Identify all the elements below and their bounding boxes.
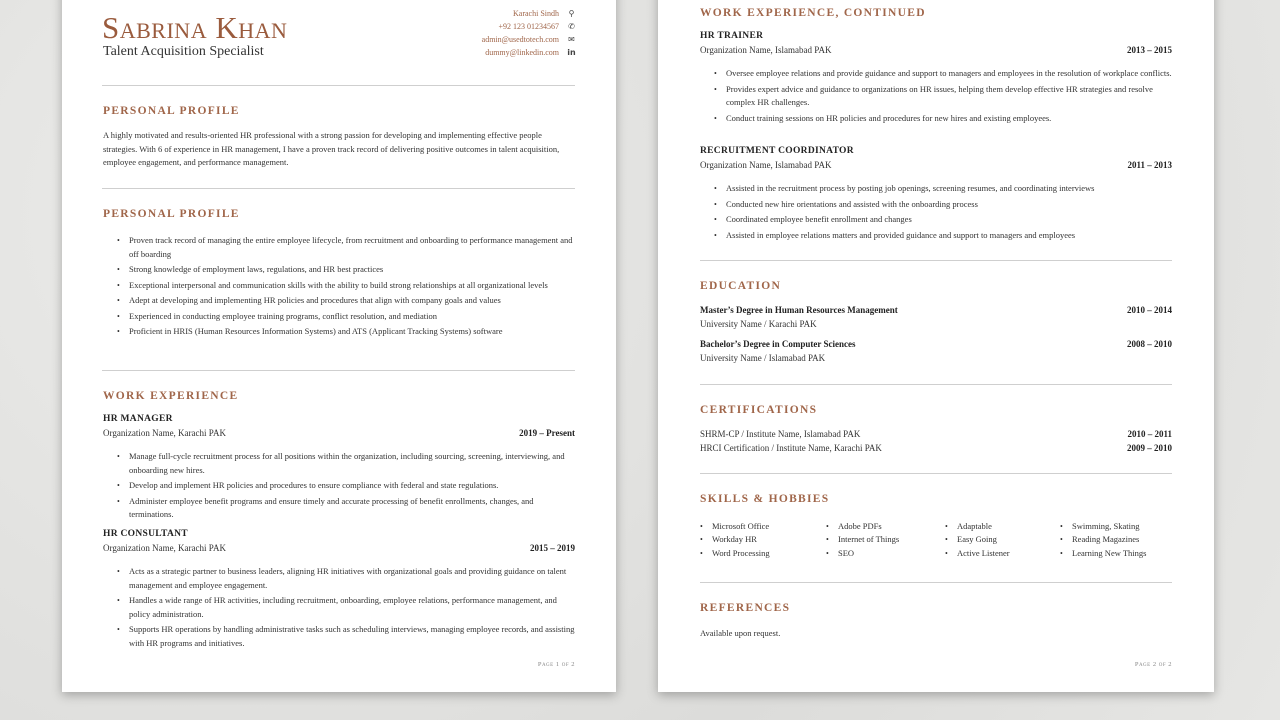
skill-item: • Learning New Things <box>1060 547 1176 560</box>
list-item: • Strong knowledge of employment laws, regulations, and HR best practices <box>103 263 578 277</box>
list-item: • Assisted in employee relations matters and provided guidance and support to managers and employees <box>700 229 1176 243</box>
list-item: • Conduct training sessions on HR policies and procedures for new hires and existing employees. <box>700 112 1176 126</box>
list-item: • Manage full-cycle recruitment process for all positions within the organization, including sourcing, screening, interviewing, and onboarding new hires. <box>103 450 578 477</box>
resume-page-1 <box>62 0 616 692</box>
skills-column <box>945 520 1060 560</box>
certification-dates: 2010 – 2011 <box>1127 429 1172 439</box>
job-title <box>700 146 854 156</box>
references-text: Available upon request. <box>700 628 781 638</box>
job-organization: Organization Name, Islamabad PAK <box>700 160 832 170</box>
job-organization: Organization Name, Karachi PAK <box>103 543 226 553</box>
job-title-text: RECRUITMENT COORDINATOR <box>700 146 854 156</box>
list-item: • Conducted new hire orientations and assisted with the onboarding process <box>700 198 1176 212</box>
skill-item: • Adobe PDFs <box>826 520 945 533</box>
applicant-name: Sabrina Khan <box>102 10 288 45</box>
skills-column <box>1060 520 1176 560</box>
contact-email-text[interactable]: admin@usedtotech.com <box>481 35 559 44</box>
degree-school: University Name / Islamabad PAK <box>700 353 826 363</box>
job-title <box>103 529 188 539</box>
skill-item: • Active Listener <box>945 547 1060 560</box>
location-pin-icon: ⚲ <box>568 9 575 18</box>
list-item: • Administer employee benefit programs and ensure timely and accurate processing of benefit enrollments, changes, and terminations. <box>103 495 578 522</box>
list-item: • Coordinated employee benefit enrollment and changes <box>700 213 1176 227</box>
degree-title: Bachelor’s Degree in Computer Sciences <box>700 339 856 349</box>
skill-item: • Adaptable <box>945 520 1060 533</box>
profile-text: A highly motivated and results-oriented HR professional with a strong passion for developing and implementing effective people strategies. With 6 of experience in HR management, I have a proven track record of delivering positive outcomes in talent acquisition, employee engagement, and performance management. <box>103 130 560 167</box>
degree-title: Master’s Degree in Human Resources Management <box>700 305 898 315</box>
job-title-text: HR MANAGER <box>103 414 173 424</box>
contact-linkedin[interactable] <box>482 46 576 59</box>
contact-location <box>482 7 576 20</box>
envelope-icon: ✉ <box>568 35 575 44</box>
job-dates: 2019 – Present <box>519 428 575 438</box>
list-item: • Adept at developing and implementing HR policies and procedures that align with company goals and values <box>103 294 578 308</box>
section-heading-education: EDUCATION <box>700 280 782 292</box>
job-organization: Organization Name, Karachi PAK <box>103 428 226 438</box>
phone-icon: ✆ <box>568 22 575 31</box>
job-title <box>103 414 173 424</box>
job-dates: 2011 – 2013 <box>1127 160 1172 170</box>
skill-item: • Swimming, Skating <box>1060 520 1176 533</box>
list-item: • Develop and implement HR policies and procedures to ensure compliance with federal and state regulations. <box>103 479 578 493</box>
job-dates: 2013 – 2015 <box>1127 45 1172 55</box>
job-bullets <box>700 182 1176 244</box>
divider <box>102 188 575 189</box>
job-bullets <box>103 450 578 524</box>
divider <box>700 384 1172 385</box>
job-bullets <box>103 565 578 652</box>
job-title <box>700 31 763 41</box>
list-item: • Acts as a strategic partner to business leaders, aligning HR initiatives with organizational goals and providing guidance on talent management and employee engagement. <box>103 565 578 592</box>
page-number: Page 2 of 2 <box>1134 661 1172 668</box>
job-title-text: HR TRAINER <box>700 31 764 41</box>
degree-dates: 2008 – 2010 <box>1127 339 1172 349</box>
skill-item: • Easy Going <box>945 533 1060 546</box>
job-bullets <box>700 67 1176 127</box>
section-heading-experience-continued: WORK EXPERIENCE, CONTINUED <box>700 7 926 19</box>
job-dates: 2015 – 2019 <box>530 543 575 553</box>
divider <box>102 85 575 86</box>
list-item: • Handles a wide range of HR activities, including recruitment, onboarding, employee relations, performance management, and policy administration. <box>103 594 578 621</box>
section-heading-summary: PERSONAL PROFILE <box>103 208 240 220</box>
divider <box>700 473 1172 474</box>
list-item: • Exceptional interpersonal and communication skills with the ability to build strong relationships at all organizational levels <box>103 279 578 293</box>
divider <box>700 582 1172 583</box>
contact-block <box>482 7 576 59</box>
skill-item: • Workday HR <box>700 533 826 546</box>
degree-school: University Name / Karachi PAK <box>700 319 817 329</box>
section-heading-experience: WORK EXPERIENCE <box>103 390 239 402</box>
contact-phone-text[interactable]: +92 123 01234567 <box>498 22 559 31</box>
skills-column <box>826 520 945 560</box>
contact-email[interactable] <box>482 33 576 46</box>
certification-name: SHRM-CP / Institute Name, Islamabad PAK <box>700 429 861 439</box>
list-item: • Proficient in HRIS (Human Resources Information Systems) and ATS (Applicant Tracking Systems) software <box>103 325 578 339</box>
contact-linkedin-text[interactable]: dummy@linkedin.com <box>485 48 559 57</box>
skills-column <box>700 520 826 560</box>
contact-phone[interactable] <box>482 20 576 33</box>
list-item: • Experienced in conducting employee training programs, conflict resolution, and mediation <box>103 310 578 324</box>
section-heading-references: REFERENCES <box>700 602 791 614</box>
skills-grid <box>700 520 1176 560</box>
skill-item: • Internet of Things <box>826 533 945 546</box>
summary-list <box>103 234 578 341</box>
linkedin-icon: in <box>567 48 576 57</box>
list-item: • Oversee employee relations and provide guidance and support to managers and employees in the resolution of workplace conflicts. <box>700 67 1176 81</box>
skill-item: • SEO <box>826 547 945 560</box>
section-heading-profile: PERSONAL PROFILE <box>103 105 240 117</box>
job-organization: Organization Name, Islamabad PAK <box>700 45 832 55</box>
section-heading-skills: SKILLS & HOBBIES <box>700 493 830 505</box>
skill-item: • Microsoft Office <box>700 520 826 533</box>
page-number: Page 1 of 2 <box>537 661 575 668</box>
list-item: • Proven track record of managing the entire employee lifecycle, from recruitment and onboarding to performance management and off boarding <box>103 234 578 261</box>
list-item: • Provides expert advice and guidance to organizations on HR issues, helping them develop effective HR strategies and resolve complex HR challenges. <box>700 83 1176 110</box>
list-item: • Supports HR operations by handling administrative tasks such as scheduling interviews, managing employee records, and assisting with HR programs and initiatives. <box>103 623 578 650</box>
applicant-title: Talent Acquisition Specialist <box>103 44 264 59</box>
certification-dates: 2009 – 2010 <box>1127 443 1172 453</box>
divider <box>700 260 1172 261</box>
resume-page-2 <box>658 0 1214 692</box>
list-item: • Assisted in the recruitment process by posting job openings, screening resumes, and coordinating interviews <box>700 182 1176 196</box>
skill-item: • Reading Magazines <box>1060 533 1176 546</box>
section-heading-certifications: CERTIFICATIONS <box>700 404 818 416</box>
contact-location-text: Karachi Sindh <box>513 9 559 18</box>
divider <box>102 370 575 371</box>
degree-dates: 2010 – 2014 <box>1127 305 1172 315</box>
certification-name: HRCI Certification / Institute Name, Karachi PAK <box>700 443 882 453</box>
job-title-text: HR CONSULTANT <box>103 529 188 539</box>
skill-item: • Word Processing <box>700 547 826 560</box>
